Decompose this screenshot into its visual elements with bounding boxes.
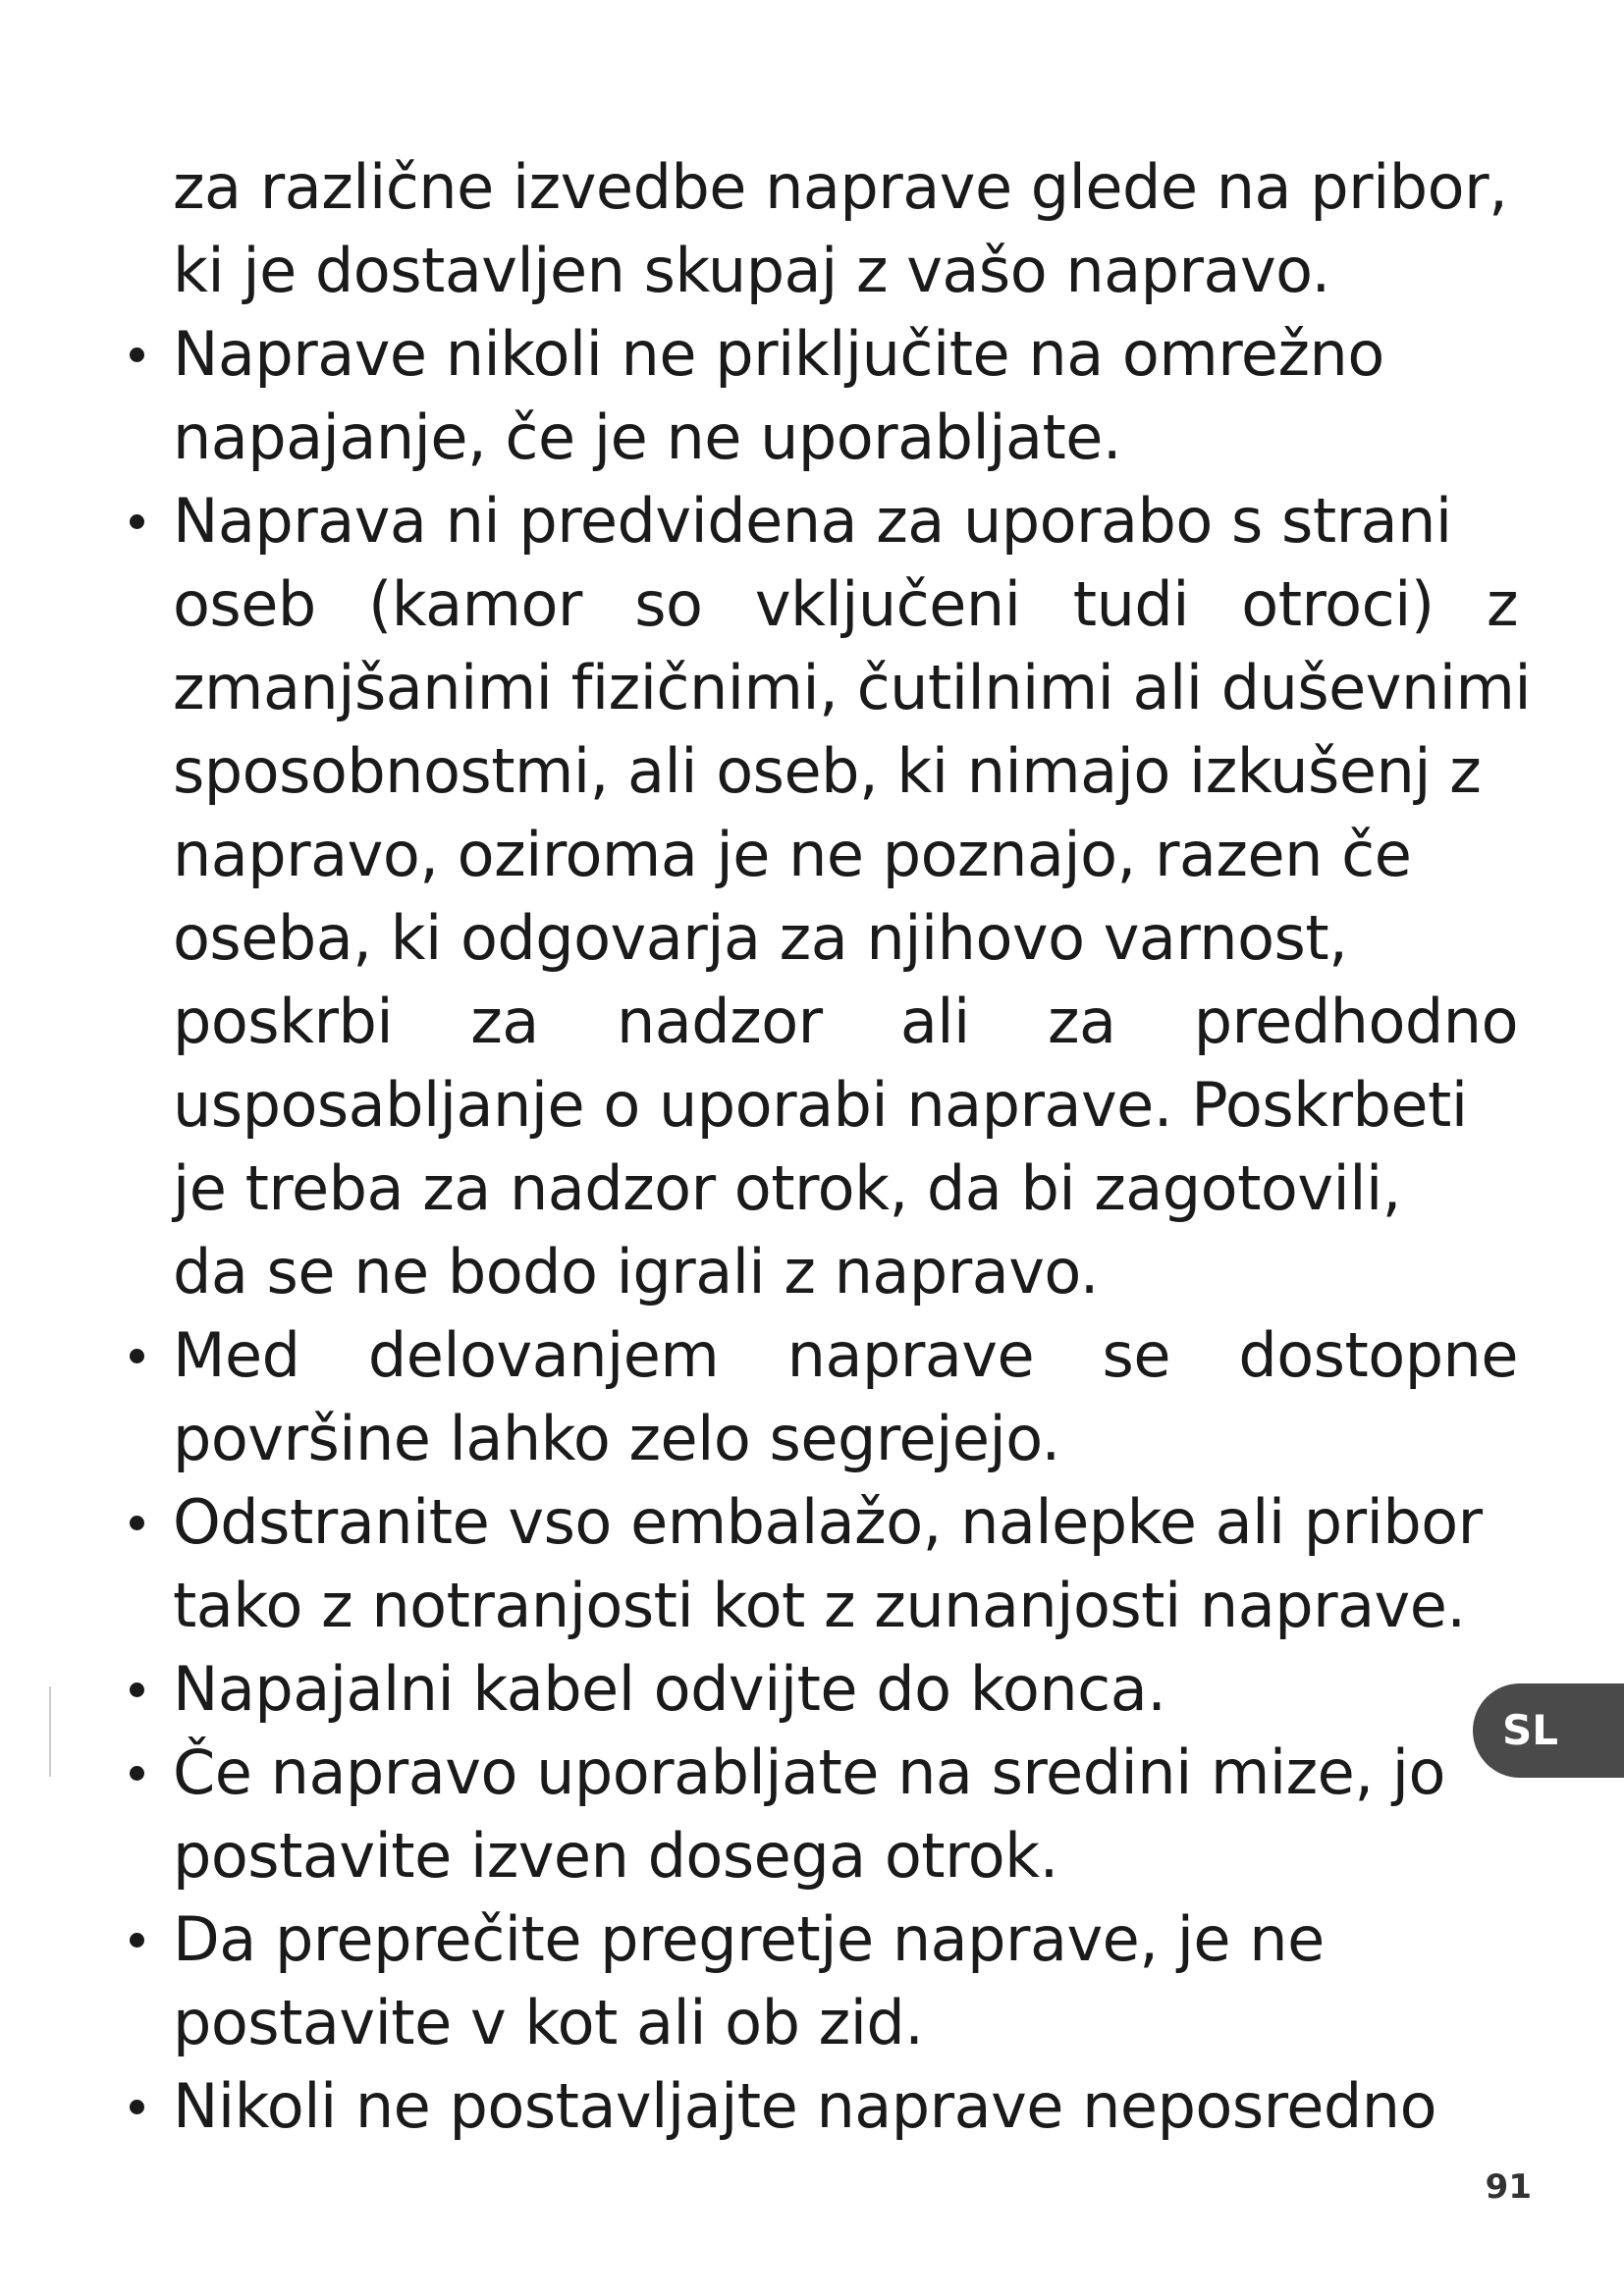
line-text: da se ne bodo igrali z napravo. (173, 1236, 1099, 1308)
text-line (118, 396, 1532, 479)
bullet-icon (130, 1766, 144, 1781)
line-text: postavite v kot ali ob zid. (173, 1987, 924, 2058)
text-line (118, 729, 1532, 813)
text-line (118, 1397, 1532, 1480)
line-text: Napajalni kabel odvijte do konca. (173, 1653, 1166, 1725)
line-text: za različne izvedbe naprave glede na pribor, (173, 151, 1508, 223)
text-line (118, 1814, 1532, 1897)
text-line (118, 896, 1532, 980)
line-text: ki je dostavljen skupaj z vašo napravo. (173, 235, 1330, 306)
text-line (118, 646, 1532, 729)
bullet-item-line (118, 1313, 1518, 1397)
text-line (118, 1564, 1532, 1647)
bullet-icon (130, 1516, 144, 1530)
bullet-item-line (118, 479, 1532, 562)
bullet-item-line (118, 312, 1532, 396)
line-text: napajanje, če je ne uporabljate. (173, 401, 1122, 473)
bullet-icon (130, 2100, 144, 2114)
text-line (118, 1147, 1532, 1230)
line-text: tako z notranjosti kot z zunanjosti naprave. (173, 1570, 1466, 1641)
line-text: napravo, oziroma je ne poznajo, razen če (173, 819, 1412, 890)
line-text: Če napravo uporabljate na sredini mize, jo (173, 1736, 1445, 1808)
line-text: poskrbi za nadzor ali za predhodno (173, 986, 1518, 1057)
line-text: Da preprečite pregretje naprave, je ne (173, 1903, 1325, 1975)
line-text: Med delovanjem naprave se dostopne (173, 1319, 1518, 1391)
instructions-text (118, 145, 1532, 2148)
line-text: oseba, ki odgovarja za njihovo varnost, (173, 902, 1348, 974)
bullet-icon (130, 1933, 144, 1948)
bullet-icon (130, 1349, 144, 1363)
bullet-item-line (118, 1897, 1532, 1981)
line-text: Naprava ni predvidena za uporabo s strani (173, 485, 1452, 557)
text-line (118, 1063, 1532, 1147)
line-text: usposabljanje o uporabi naprave. Poskrbeti (173, 1069, 1468, 1141)
bullet-item-line (118, 1731, 1532, 1814)
text-line (118, 980, 1518, 1063)
line-text: oseb (kamor so vključeni tudi otroci) z (173, 568, 1518, 640)
line-text: je treba za nadzor otrok, da bi zagotovili, (173, 1152, 1401, 1224)
line-text: Naprave nikoli ne priključite na omrežno (173, 318, 1384, 390)
text-line (118, 145, 1532, 229)
text-line (118, 813, 1532, 896)
margin-rule (49, 1686, 51, 1777)
line-text: sposobnostmi, ali oseb, ki nimajo izkušenj z (173, 735, 1482, 807)
bullet-icon (130, 347, 144, 362)
page-number: 91 (1485, 2167, 1532, 2207)
line-text: postavite izven dosega otrok. (173, 1820, 1058, 1892)
line-text: zmanjšanimi fizičnimi, čutilnimi ali duševnimi (173, 652, 1532, 723)
language-tab: SL (1473, 1683, 1624, 1778)
text-line (118, 1981, 1532, 2064)
text-line (118, 229, 1532, 312)
bullet-item-line (118, 1647, 1532, 1731)
bullet-icon (130, 1682, 144, 1697)
bullet-icon (130, 514, 144, 529)
line-text: površine lahko zelo segrejejo. (173, 1403, 1060, 1474)
text-line (118, 1230, 1532, 1313)
line-text: Nikoli ne postavljajte naprave neposredno (173, 2070, 1437, 2142)
bullet-item-line (118, 2064, 1532, 2148)
line-text: Odstranite vso embalažo, nalepke ali pribor (173, 1486, 1483, 1558)
bullet-item-line (118, 1480, 1532, 1564)
text-line (118, 562, 1518, 646)
